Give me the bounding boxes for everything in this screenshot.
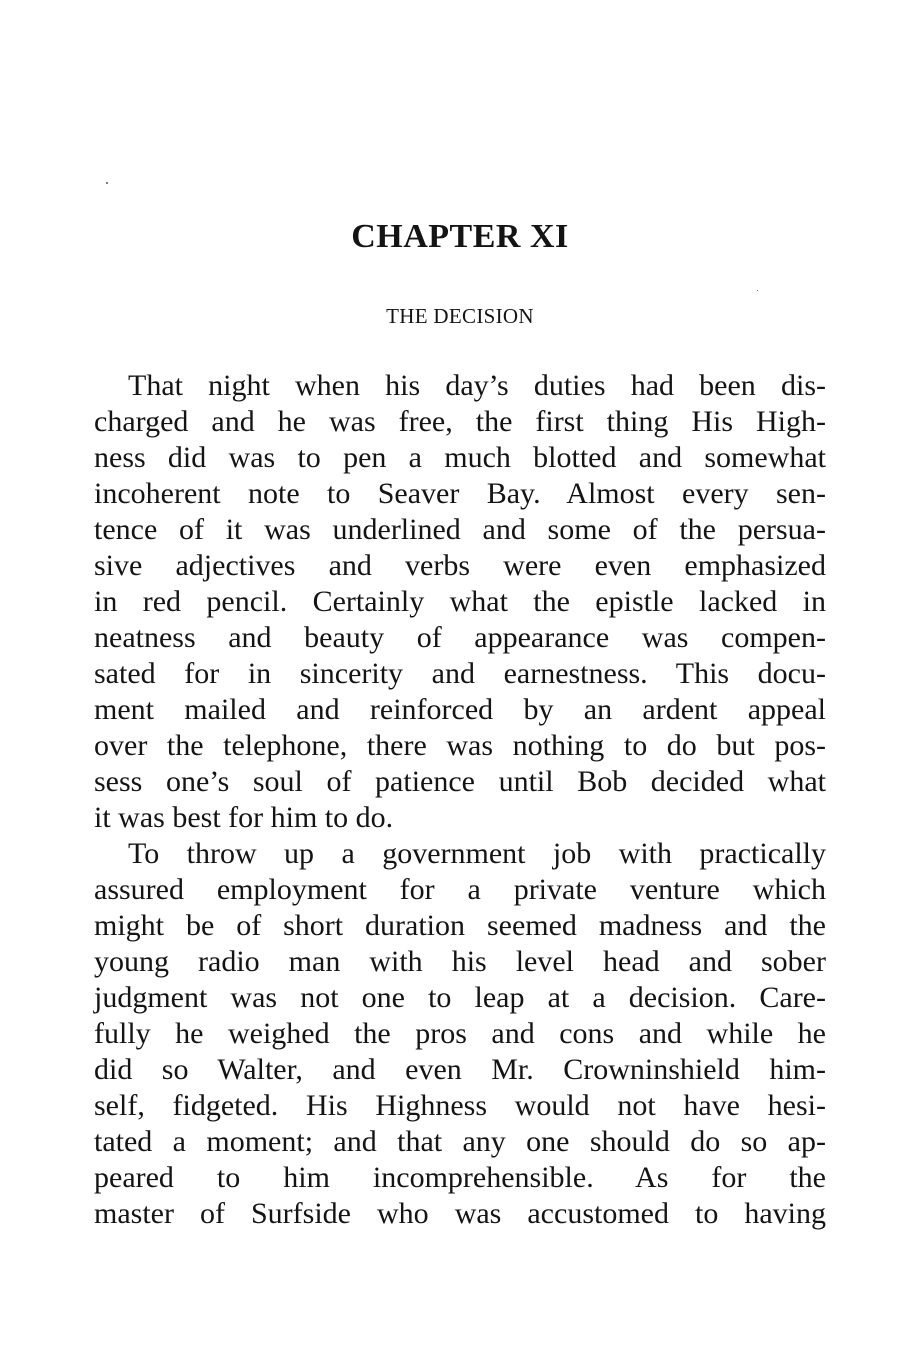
text-line: That night when his day’s duties had been dis- — [128, 369, 826, 402]
text-line: self, fidgeted. His Highness would not have hesi- — [94, 1089, 826, 1122]
body-text — [94, 368, 826, 1232]
text-line: sive adjectives and verbs were even emphasized — [94, 549, 826, 582]
text-line: sess one’s soul of patience until Bob decided what — [94, 765, 826, 798]
text-line: ness did was to pen a much blotted and somewhat — [94, 441, 826, 474]
text-line: over the telephone, there was nothing to do but pos- — [94, 729, 826, 762]
text-line: young radio man with his level head and sober — [94, 945, 826, 978]
paragraph-2 — [94, 836, 826, 1232]
text-line: charged and he was free, the first thing His High- — [94, 405, 826, 438]
text-line: fully he weighed the pros and cons and while he — [94, 1017, 826, 1050]
text-line: sated for in sincerity and earnestness. This docu- — [94, 657, 826, 690]
text-line: neatness and beauty of appearance was compen- — [94, 621, 826, 654]
text-line: assured employment for a private venture which — [94, 873, 826, 906]
text-line: To throw up a government job with practically — [128, 837, 826, 870]
paragraph-1 — [94, 368, 826, 836]
text-line: incoherent note to Seaver Bay. Almost every sen- — [94, 477, 826, 510]
text-line: in red pencil. Certainly what the epistle lacked in — [94, 585, 826, 618]
section-title: THE DECISION — [386, 304, 534, 328]
text-line: judgment was not one to leap at a decision. Care- — [94, 981, 826, 1014]
text-line: it was best for him to do. — [94, 801, 394, 834]
text-line: did so Walter, and even Mr. Crowninshield him- — [94, 1053, 826, 1086]
text-line: master of Surfside who was accustomed to having — [94, 1197, 826, 1230]
text-line: tence of it was underlined and some of the persua- — [94, 513, 826, 546]
print-speck — [106, 182, 108, 184]
text-line: peared to him incomprehensible. As for the — [94, 1161, 826, 1194]
text-line: might be of short duration seemed madness and the — [94, 909, 826, 942]
text-line: ment mailed and reinforced by an ardent appeal — [94, 693, 826, 726]
text-line: tated a moment; and that any one should do so ap- — [94, 1125, 826, 1158]
print-speck — [757, 290, 758, 291]
chapter-title: CHAPTER XI — [351, 218, 569, 255]
